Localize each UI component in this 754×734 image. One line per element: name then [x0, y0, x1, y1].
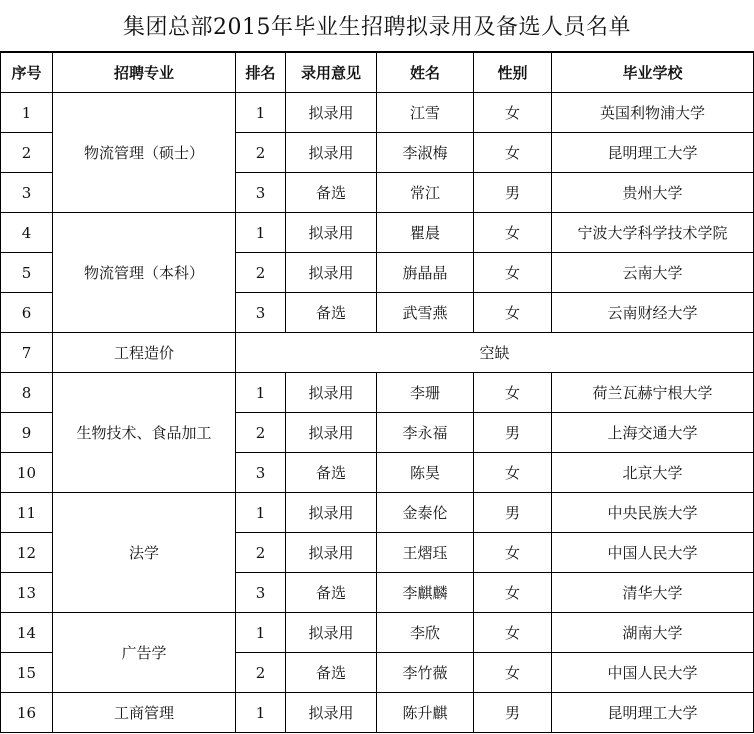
cell-seq: 5: [1, 253, 53, 293]
cell-decision: 备选: [286, 653, 377, 693]
cell-rank: 1: [236, 213, 286, 253]
cell-seq: 6: [1, 293, 53, 333]
cell-gender: 女: [474, 533, 552, 573]
cell-gender: 女: [474, 253, 552, 293]
cell-rank: 3: [236, 453, 286, 493]
cell-seq: 10: [1, 453, 53, 493]
header-major: 招聘专业: [53, 53, 236, 93]
cell-decision: 备选: [286, 173, 377, 213]
cell-school: 中国人民大学: [552, 533, 754, 573]
cell-school: 云南大学: [552, 253, 754, 293]
cell-school: 北京大学: [552, 453, 754, 493]
cell-seq: 14: [1, 613, 53, 653]
cell-seq: 7: [1, 333, 53, 373]
cell-name: 瞿晨: [377, 213, 474, 253]
cell-rank: 2: [236, 253, 286, 293]
cell-seq: 16: [1, 693, 53, 733]
table-row: [1, 213, 754, 253]
table-row: [1, 613, 754, 653]
cell-gender: 女: [474, 293, 552, 333]
cell-gender: 女: [474, 373, 552, 413]
cell-school: 昆明理工大学: [552, 133, 754, 173]
cell-gender: 女: [474, 453, 552, 493]
cell-seq: 12: [1, 533, 53, 573]
cell-rank: 2: [236, 533, 286, 573]
cell-gender: 女: [474, 613, 552, 653]
candidate-table: [0, 52, 754, 733]
cell-seq: 8: [1, 373, 53, 413]
cell-gender: 男: [474, 693, 552, 733]
cell-school: 贵州大学: [552, 173, 754, 213]
cell-school: 昆明理工大学: [552, 693, 754, 733]
cell-gender: 女: [474, 93, 552, 133]
cell-decision: 拟录用: [286, 373, 377, 413]
cell-gender: 女: [474, 133, 552, 173]
cell-seq: 2: [1, 133, 53, 173]
cell-name: 李竹薇: [377, 653, 474, 693]
cell-rank: 2: [236, 133, 286, 173]
header-row: [1, 53, 754, 93]
cell-decision: 拟录用: [286, 613, 377, 653]
cell-gender: 男: [474, 413, 552, 453]
cell-name: 旃晶晶: [377, 253, 474, 293]
table-row: [1, 693, 754, 733]
cell-school: 中央民族大学: [552, 493, 754, 533]
cell-name: 武雪燕: [377, 293, 474, 333]
cell-major: 工商管理: [53, 693, 236, 733]
cell-major: 广告学: [53, 613, 236, 693]
table-row: [1, 493, 754, 533]
cell-school: 清华大学: [552, 573, 754, 613]
cell-decision: 拟录用: [286, 93, 377, 133]
cell-rank: 1: [236, 613, 286, 653]
cell-school: 英国利物浦大学: [552, 93, 754, 133]
cell-seq: 11: [1, 493, 53, 533]
cell-rank: 1: [236, 693, 286, 733]
header-decision: 录用意见: [286, 53, 377, 93]
table-row: [1, 333, 754, 373]
cell-school: 宁波大学科学技术学院: [552, 213, 754, 253]
header-name: 姓名: [377, 53, 474, 93]
cell-name: 李淑梅: [377, 133, 474, 173]
cell-decision: 备选: [286, 453, 377, 493]
cell-seq: 13: [1, 573, 53, 613]
header-seq: 序号: [1, 53, 53, 93]
cell-name: 金泰伦: [377, 493, 474, 533]
cell-decision: 拟录用: [286, 213, 377, 253]
cell-major: 物流管理（硕士）: [53, 93, 236, 213]
cell-major: 物流管理（本科）: [53, 213, 236, 333]
cell-gender: 男: [474, 173, 552, 213]
cell-major: 法学: [53, 493, 236, 613]
cell-decision: 拟录用: [286, 533, 377, 573]
cell-school: 荷兰瓦赫宁根大学: [552, 373, 754, 413]
cell-gender: 女: [474, 213, 552, 253]
cell-name: 李永福: [377, 413, 474, 453]
cell-name: 陈升麒: [377, 693, 474, 733]
cell-name: 李麒麟: [377, 573, 474, 613]
cell-decision: 备选: [286, 293, 377, 333]
header-gender: 性别: [474, 53, 552, 93]
cell-rank: 2: [236, 653, 286, 693]
cell-school: 中国人民大学: [552, 653, 754, 693]
cell-rank: 3: [236, 173, 286, 213]
cell-decision: 拟录用: [286, 253, 377, 293]
cell-gender: 女: [474, 653, 552, 693]
cell-rank: 3: [236, 293, 286, 333]
vacancy-cell: 空缺: [236, 333, 754, 373]
cell-seq: 1: [1, 93, 53, 133]
cell-rank: 1: [236, 93, 286, 133]
cell-school: 上海交通大学: [552, 413, 754, 453]
cell-seq: 9: [1, 413, 53, 453]
header-school: 毕业学校: [552, 53, 754, 93]
cell-decision: 拟录用: [286, 693, 377, 733]
cell-major: 工程造价: [53, 333, 236, 373]
cell-name: 陈昊: [377, 453, 474, 493]
cell-rank: 2: [236, 413, 286, 453]
table-row: [1, 373, 754, 413]
cell-decision: 备选: [286, 573, 377, 613]
cell-seq: 3: [1, 173, 53, 213]
cell-name: 李欣: [377, 613, 474, 653]
cell-name: 王熠珏: [377, 533, 474, 573]
cell-major: 生物技术、食品加工: [53, 373, 236, 493]
cell-decision: 拟录用: [286, 133, 377, 173]
document-title: 集团总部2015年毕业生招聘拟录用及备选人员名单: [0, 0, 754, 52]
cell-seq: 15: [1, 653, 53, 693]
cell-rank: 1: [236, 373, 286, 413]
cell-name: 常江: [377, 173, 474, 213]
header-rank: 排名: [236, 53, 286, 93]
cell-decision: 拟录用: [286, 493, 377, 533]
cell-name: 江雪: [377, 93, 474, 133]
cell-rank: 3: [236, 573, 286, 613]
cell-decision: 拟录用: [286, 413, 377, 453]
table-row: [1, 93, 754, 133]
cell-gender: 女: [474, 573, 552, 613]
cell-school: 云南财经大学: [552, 293, 754, 333]
cell-school: 湖南大学: [552, 613, 754, 653]
cell-seq: 4: [1, 213, 53, 253]
cell-rank: 1: [236, 493, 286, 533]
cell-gender: 男: [474, 493, 552, 533]
cell-name: 李珊: [377, 373, 474, 413]
